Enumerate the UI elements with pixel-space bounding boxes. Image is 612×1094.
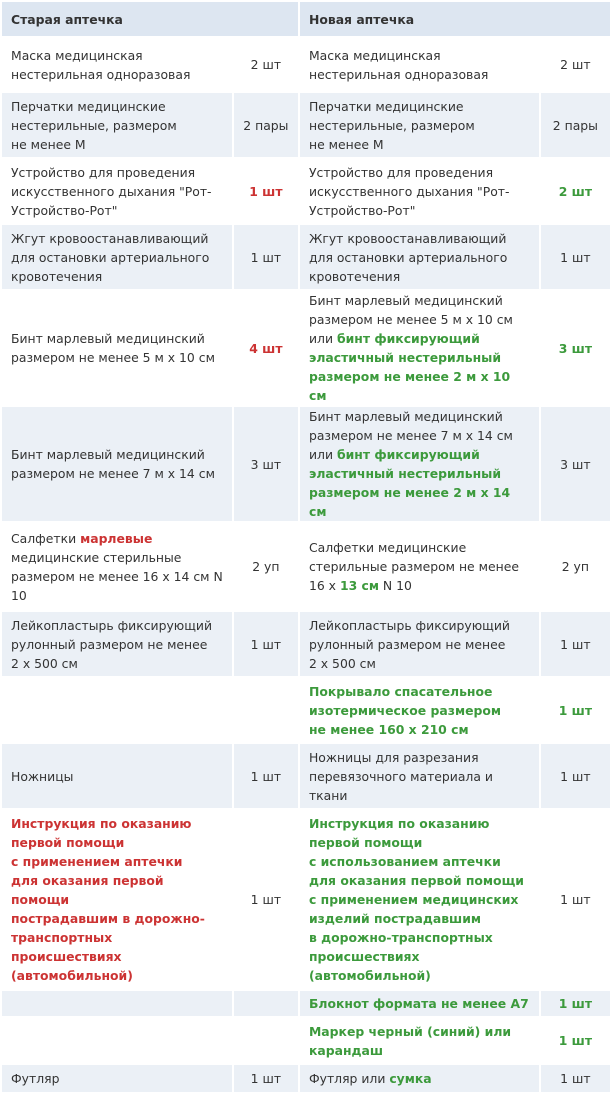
header-row bbox=[2, 2, 610, 36]
new-item-name: Инструкция по оказанию первой помощи с использованием аптечки для оказания первой помощи с применением медицинских изделий пострадавшим в дорожно-транспортных происшествиях (автомобильной) bbox=[308, 816, 524, 983]
new-item-name: Жгут кровоостанавливающий для остановки артериального кровотечения bbox=[308, 230, 508, 284]
old-item-name: Бинт марлевый медицинский размером не менее 7 м х 14 см bbox=[11, 447, 215, 481]
old-item-name: Маска медицинская нестерильная одноразовая bbox=[11, 47, 191, 82]
table-row bbox=[2, 93, 610, 157]
new-item-qty: 2 шт bbox=[558, 183, 592, 199]
table-row bbox=[2, 744, 610, 808]
table-row bbox=[2, 678, 610, 742]
old-item-qty bbox=[234, 678, 298, 742]
new-item-qty: 1 шт bbox=[558, 702, 592, 718]
old-item-name: Лейкопластырь фиксирующий рулонный размером не менее 2 х 500 см bbox=[11, 617, 212, 671]
old-item-name: Перчатки медицинские нестерильные, размером не менее M bbox=[11, 98, 177, 152]
old-item-name bbox=[2, 1018, 232, 1063]
new-item-name: Ножницы для разрезания перевязочного материала и ткани bbox=[308, 749, 493, 803]
old-item-qty: 1 шт bbox=[250, 768, 282, 784]
old-item-qty: 1 шт bbox=[250, 1071, 282, 1086]
table-row bbox=[2, 159, 610, 223]
new-item-qty: 3 шт bbox=[560, 456, 591, 472]
old-item-qty: 4 шт bbox=[249, 340, 283, 356]
old-item-qty: 2 уп bbox=[252, 559, 280, 574]
new-item-qty: 2 шт bbox=[560, 57, 591, 72]
new-item-qty: 1 шт bbox=[560, 1071, 591, 1086]
old-item-qty: 1 шт bbox=[250, 892, 282, 907]
new-item-qty: 2 уп bbox=[561, 559, 589, 574]
old-item-name: Жгут кровоостанавливающий для остановки артериального кровотечения bbox=[11, 230, 210, 284]
old-item-qty: 2 шт bbox=[250, 57, 282, 72]
old-item-qty: 3 шт bbox=[250, 456, 282, 472]
new-item-qty: 3 шт bbox=[558, 340, 592, 356]
new-kit-header: Новая аптечка bbox=[300, 2, 610, 36]
new-item-name: Футляр или сумка bbox=[308, 1071, 432, 1086]
new-item-name: Перчатки медицинские нестерильные, размером не менее M bbox=[308, 98, 475, 152]
table-row bbox=[2, 38, 610, 91]
old-item-qty bbox=[234, 1018, 298, 1063]
new-item-qty: 1 шт bbox=[560, 636, 591, 652]
new-item-name: Покрывало спасательное изотермическое размером не менее 160 х 210 см bbox=[308, 683, 501, 737]
old-kit-header: Старая аптечка bbox=[2, 2, 298, 36]
new-item-name: Бинт марлевый медицинский размером не менее 7 м х 14 см или бинт фиксирующий эластичный нестерильный размером не менее 2 м х 14 см bbox=[308, 409, 513, 519]
table-row bbox=[2, 523, 610, 610]
table-row bbox=[2, 810, 610, 989]
table-row bbox=[2, 1018, 610, 1063]
new-item-name: Лейкопластырь фиксирующий рулонный размером не менее 2 х 500 см bbox=[308, 617, 510, 671]
old-item-qty bbox=[234, 991, 298, 1016]
new-item-qty: 1 шт bbox=[560, 768, 591, 784]
new-item-qty: 2 пары bbox=[552, 117, 598, 133]
table-row bbox=[2, 1065, 610, 1092]
table-row bbox=[2, 991, 610, 1016]
old-item-name: Бинт марлевый медицинский размером не менее 5 м х 10 см bbox=[11, 331, 215, 365]
new-item-qty: 1 шт bbox=[560, 892, 591, 907]
new-item-name: Устройство для проведения искусственного дыхания "Рот- Устройство-Рот" bbox=[308, 164, 510, 218]
old-item-qty: 1 шт bbox=[249, 183, 283, 199]
old-item-name bbox=[2, 678, 232, 742]
new-item-name: Блокнот формата не менее А7 bbox=[308, 996, 529, 1011]
table-row bbox=[2, 407, 610, 521]
new-item-qty: 1 шт bbox=[558, 1033, 592, 1048]
new-item-qty: 1 шт bbox=[558, 996, 592, 1011]
old-item-name: Футляр bbox=[11, 1071, 60, 1086]
new-item-qty: 1 шт bbox=[560, 249, 591, 265]
old-item-name bbox=[2, 991, 232, 1016]
table-row bbox=[2, 225, 610, 289]
old-item-name: Ножницы bbox=[11, 768, 74, 784]
old-item-name: Устройство для проведения искусственного дыхания "Рот- Устройство-Рот" bbox=[11, 164, 212, 218]
old-item-name: Салфетки марлевые медицинские стерильные размером не менее 16 х 14 см N 10 bbox=[11, 530, 223, 603]
table-row bbox=[2, 612, 610, 676]
new-item-name: Маска медицинская нестерильная одноразовая bbox=[308, 47, 489, 82]
old-item-qty: 2 пары bbox=[243, 117, 289, 133]
old-item-name: Инструкция по оказанию первой помощи с применением аптечки для оказания первой помощи пострадавшим в дорожно- транспортных происшествиях (автомобильной) bbox=[11, 816, 205, 983]
old-item-qty: 1 шт bbox=[250, 249, 282, 265]
new-item-name: Бинт марлевый медицинский размером не менее 5 м х 10 см или бинт фиксирующий эластичный нестерильный размером не менее 2 м х 10 см bbox=[308, 293, 513, 403]
old-item-qty: 1 шт bbox=[250, 636, 282, 652]
new-item-name: Салфетки медицинские стерильные размером не менее 16 х 13 см N 10 bbox=[308, 540, 519, 593]
table-row bbox=[2, 291, 610, 405]
new-item-name: Маркер черный (синий) или карандаш bbox=[308, 1023, 512, 1058]
